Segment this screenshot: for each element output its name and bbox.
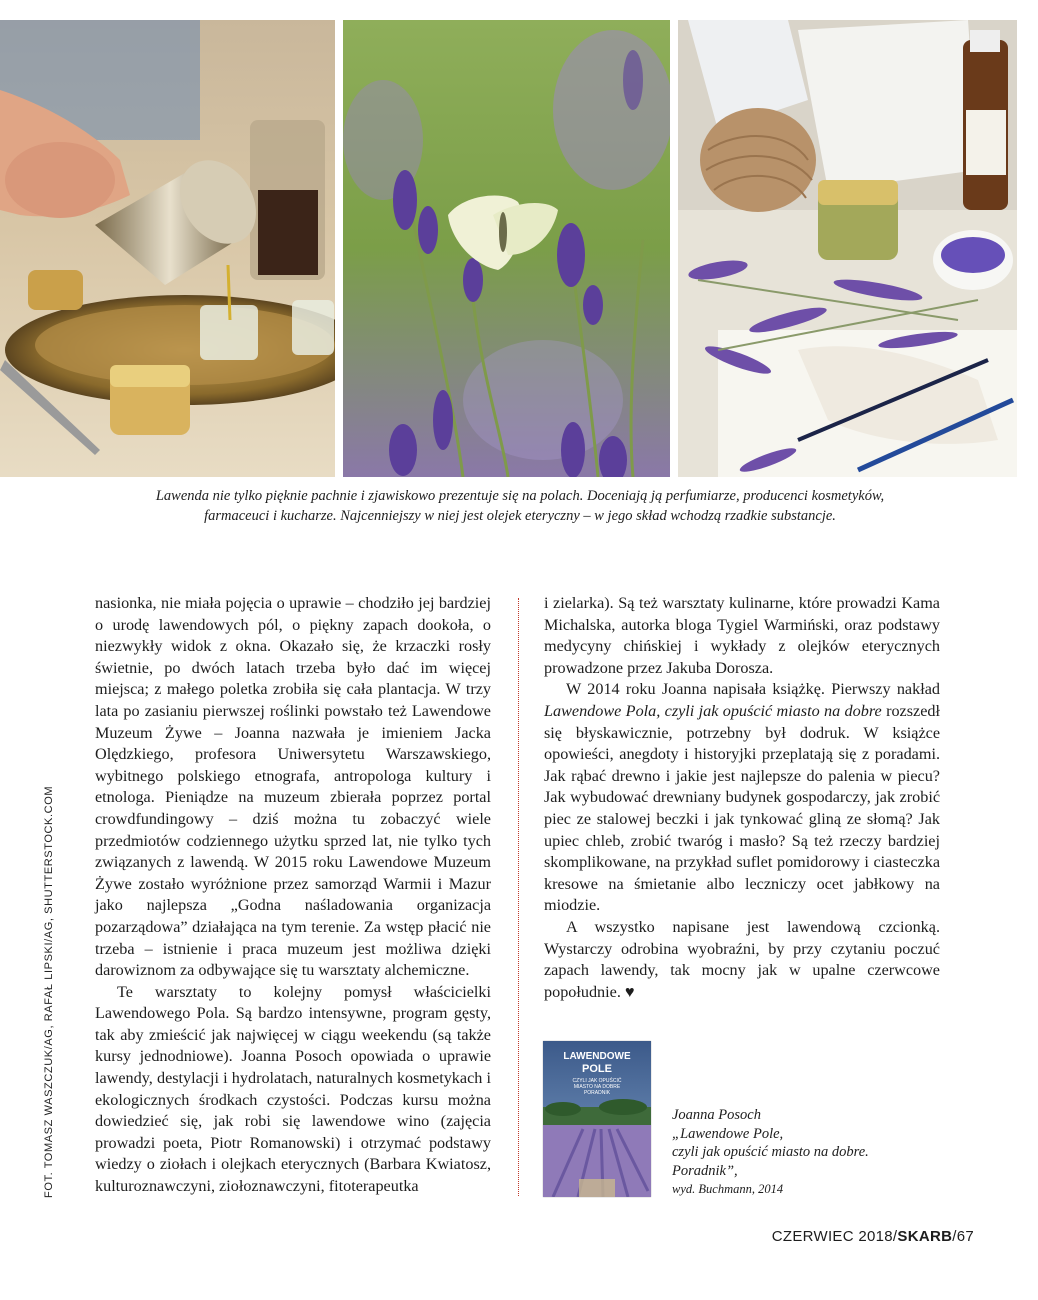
book-title-line-2: czyli jak opuścić miasto na dobre. <box>672 1144 869 1160</box>
book-author: Joanna Posoch <box>672 1107 761 1123</box>
folio-separator: / <box>892 1228 898 1245</box>
book-cover-subtitle-1: CZYLI JAK OPUŚCIĆ <box>572 1078 622 1084</box>
magazine-name: SKARB <box>897 1228 953 1245</box>
page-folio <box>772 1228 974 1245</box>
book-cover-image <box>543 1041 651 1197</box>
column-divider <box>518 598 519 1196</box>
book-cover <box>543 1041 651 1197</box>
book-cover-title-2: POLE <box>582 1063 612 1075</box>
book-title-line-1: „Lawendowe Pole, <box>672 1125 784 1142</box>
book-cover-subtitle-2: MIASTO NA DOBRE <box>573 1084 621 1090</box>
caption-line-2: farmaceuci i kucharze. Najcenniejszy w niej jest olejek eteryczny – w jego skład wchodzą rzadkie substancje. <box>204 508 836 524</box>
photo-butterfly-lavender <box>343 20 670 477</box>
paragraph <box>544 679 940 917</box>
article-column-right <box>544 593 940 1003</box>
photo-butterfly-lavender-image <box>343 20 670 477</box>
paragraph: i zielarka). Są też warsztaty kulinarne, które prowadzi Kama Michalska, autorka bloga Tygiel Warmiński, oraz podstawy medycyny chińskiej i wykłady z olejków eterycznych prowadzone przez Jakuba Dorosza. <box>544 594 940 677</box>
photo-lavender-still-life-image <box>678 20 1017 477</box>
paragraph: nasionka, nie miała pojęcia o uprawie – chodziło jej bardziej o urodę lawendowych pól, o piękny zapach dookoła, o niezwykły widok z okna. Okazało się, że krzaczki rosły świetnie, po dwóch latach trzeba było dać im więcej miejsca; z małego poletka zrobiła się cała plantacja. W trzy lata po zasianiu pierwszej roślinki powstało też Lawendowe Muzeum Żywe – Joanna nazwała je imieniem Jacka Olędzkiego, profesora Uniwersytetu Warszawskiego, wybitnego polskiego etnografa, antropologa kultury i etnologa. Pieniądze na muzeum zbierała poprzez portal crowdfundingowy – dziś można tu zobaczyć wiele przedmiotów codziennego użytku sprzed lat, nie tylko tych związanych z lawendą. W 2015 roku Lawendowe Muzeum Żywe zostało wyróżnione przez samorząd Warmii i Mazur jako najlepsza „Godna naśladowania organizacja pozarządowa” działająca na tym terenie. Za wstęp płacić nie trzeba – istnienie i praca muzeum jest możliwa dzięki darowiznom za odbywające się tu warsztaty alchemiczne. <box>95 594 491 980</box>
book-publisher: wyd. Buchmann, 2014 <box>672 1182 784 1196</box>
photo-oil-pouring <box>0 20 335 477</box>
paragraph: A wszystko napisane jest lawendową czcionką. Wystarczy odrobina wyobraźni, by przy czytaniu poczuć zapach lawendy, tak mocny jak w upalne czerwcowe popołudnie. ♥ <box>544 917 940 1001</box>
book-info <box>672 1106 932 1199</box>
book-cover-title-1: LAWENDOWE <box>563 1051 631 1062</box>
photo-lavender-still-life <box>678 20 1017 477</box>
article-column-left <box>95 593 491 1198</box>
photo-oil-pouring-image <box>0 20 335 477</box>
issue-date: CZERWIEC 2018 <box>771 1228 893 1245</box>
folio-separator: / <box>952 1228 957 1245</box>
caption-line-1: Lawenda nie tylko pięknie pachnie i zjawiskowo prezentuje się na polach. Doceniają ją perfumiarze, producenci kosmetyków, <box>155 488 885 504</box>
photo-credit: FOT. TOMASZ WASZCZUK/AG, RAFAŁ LIPSKI/AG, SHUTTERSTOCK.COM <box>43 785 55 1198</box>
page-number: 67 <box>956 1228 974 1245</box>
book-title-inline: Lawendowe Pola, czyli jak opuścić miasto na dobre <box>544 701 882 720</box>
paragraph: Te warsztaty to kolejny pomysł właścicielki Lawendowego Pola. Są bardzo intensywne, program gęsty, tak aby zmieścić jak najwięcej w ciągu weekendu (są także kursy jednodniowe). Joanna Posoch opowiada o uprawie lawendy, destylacji i hydrolatach, naturalnych kosmetykach i ekologicznych środkach czystości. Podczas kursu można dowiedzieć się, jak robi się lawendowe wino (zajęcia prowadzi poeta, Piotr Romanowski) i otrzymać podstawy wiedzy o ziołach i olejkach eterycznych (Barbara Kwiatosz, kulturoznawczyni, ziołoznawczyni, fitoterapeutka <box>95 982 491 1196</box>
paragraph-text: W 2014 roku Joanna napisała książkę. Pierwszy nakład <box>566 680 940 699</box>
paragraph-text: rozszedł się błyskawicznie, potrzebny był dodruk. W książce opowieści, anegdoty i historyjki przeplatają się z poradami. Jak rąbać drewno i jakie jest najlepsze do palenia w piecu? Jak wybudować drewniany budynek gospodarczy, jak zrobić piec ze stalowej beczki i jak tynkować gliną ze słomą? Jak upiec chleb, zrobić twaróg i masło? Są też rzeczy bardziej skomplikowane, na przykład suflet pomidorowy i ciasteczka kresowe na śmietanie albo leczniczy ocet jabłkowy na miodzie. <box>544 701 940 915</box>
book-title-line-3: Poradnik”, <box>672 1162 738 1179</box>
photo-caption <box>60 486 980 526</box>
book-cover-subtitle-3: PORADNIK <box>583 1090 611 1096</box>
